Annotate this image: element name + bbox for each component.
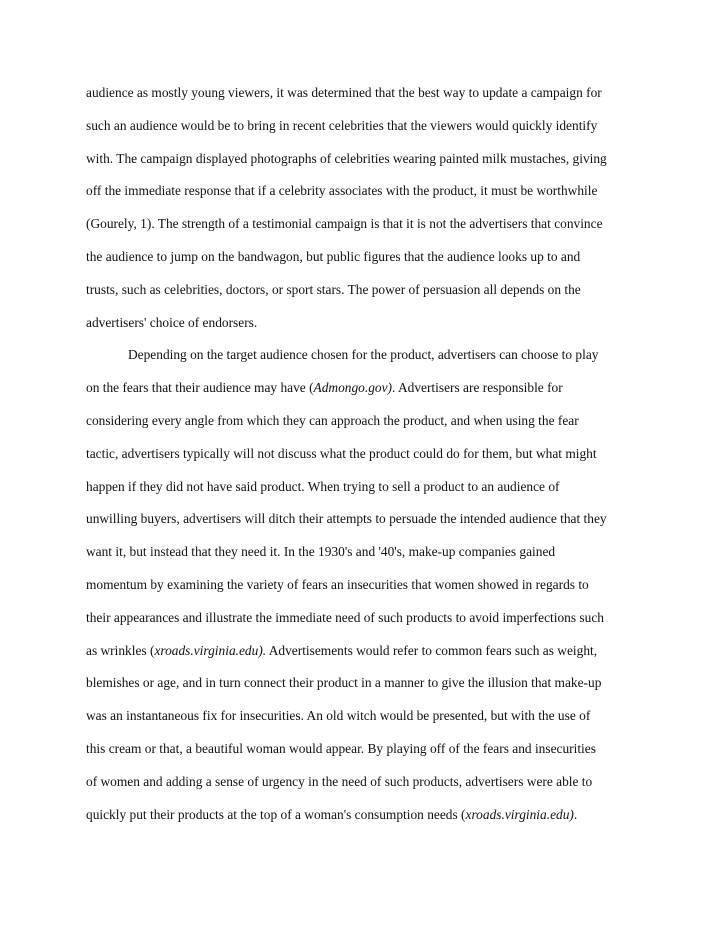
text-line [86, 281, 656, 314]
text-line [86, 543, 656, 576]
text-line [86, 445, 656, 478]
text-line [86, 510, 656, 543]
text-line [86, 707, 656, 740]
text-segment: their appearances and illustrate the immediate need of such products to avoid imperfections such [86, 609, 604, 625]
text-line [86, 412, 656, 445]
text-line [86, 314, 656, 347]
text-line [86, 150, 656, 183]
text-line [86, 182, 656, 215]
text-segment: audience as mostly young viewers, it was determined that the best way to update a campaign for [86, 85, 602, 100]
text-segment: happen if they did not have said product. When trying to sell a product to an audience of [86, 478, 560, 494]
text-line [86, 84, 656, 117]
text-line [86, 674, 656, 707]
text-line [86, 806, 656, 839]
text-segment: trusts, such as celebrities, doctors, or sport stars. The power of persuasion all depends on the [86, 281, 581, 297]
text-segment: Depending on the target audience chosen for the product, advertisers can choose to play [128, 347, 599, 363]
text-segment: . [573, 806, 578, 822]
text-segment: Advertisements would refer to common fears such as weight, [266, 642, 598, 658]
citation-text: xroads.virginia.edu). [154, 642, 267, 658]
text-segment: blemishes or age, and in turn connect their product in a manner to give the illusion that make-up [86, 675, 602, 691]
text-line [86, 215, 656, 248]
citation-text: xroads.virginia.edu) [465, 806, 574, 822]
text-line [86, 576, 656, 609]
text-segment: with. The campaign displayed photographs of celebrities wearing painted milk mustaches, giving [86, 150, 607, 166]
text-segment: as wrinkles ( [86, 642, 155, 658]
text-segment: this cream or that, a beautiful woman would appear. By playing off of the fears and insecurities [86, 740, 596, 756]
text-segment: was an instantaneous fix for insecurities. An old witch would be presented, but with the use of [86, 708, 591, 724]
text-segment: of women and adding a sense of urgency in the need of such products, advertisers were able to [86, 773, 593, 789]
text-line [86, 642, 656, 675]
text-segment: the audience to jump on the bandwagon, but public figures that the audience looks up to and [86, 248, 581, 264]
text-segment: quickly put their products at the top of a woman's consumption needs ( [86, 806, 466, 822]
text-line [86, 609, 656, 642]
text-segment: such an audience would be to bring in recent celebrities that the viewers would quickly identify [86, 117, 598, 133]
text-line [86, 248, 656, 281]
text-segment: . Advertisers are responsible for [392, 380, 563, 396]
body-text [86, 84, 656, 838]
paragraph-first-line [86, 346, 656, 379]
text-line [86, 478, 656, 511]
text-segment: advertisers' choice of endorsers. [86, 314, 258, 330]
text-line [86, 773, 656, 806]
text-segment: momentum by examining the variety of fears an insecurities that women showed in regards to [86, 576, 589, 592]
text-segment: on the fears that their audience may have ( [86, 380, 314, 396]
citation-text: Admongo.gov) [313, 380, 393, 396]
text-segment: (Gourely, 1). The strength of a testimonial campaign is that it is not the advertisers that convince [86, 216, 603, 232]
text-segment: off the immediate response that if a celebrity associates with the product, it must be worthwhile [86, 183, 598, 199]
text-segment: unwilling buyers, advertisers will ditch their attempts to persuade the intended audience that they [86, 511, 607, 527]
text-segment: want it, but instead that they need it. In the 1930's and '40's, make-up companies gained [86, 544, 556, 560]
text-line [86, 740, 656, 773]
text-line [86, 379, 656, 412]
text-segment: considering every angle from which they can approach the product, and when using the fear [86, 412, 579, 428]
text-segment: tactic, advertisers typically will not discuss what the product could do for them, but what might [86, 445, 597, 461]
text-line [86, 117, 656, 150]
